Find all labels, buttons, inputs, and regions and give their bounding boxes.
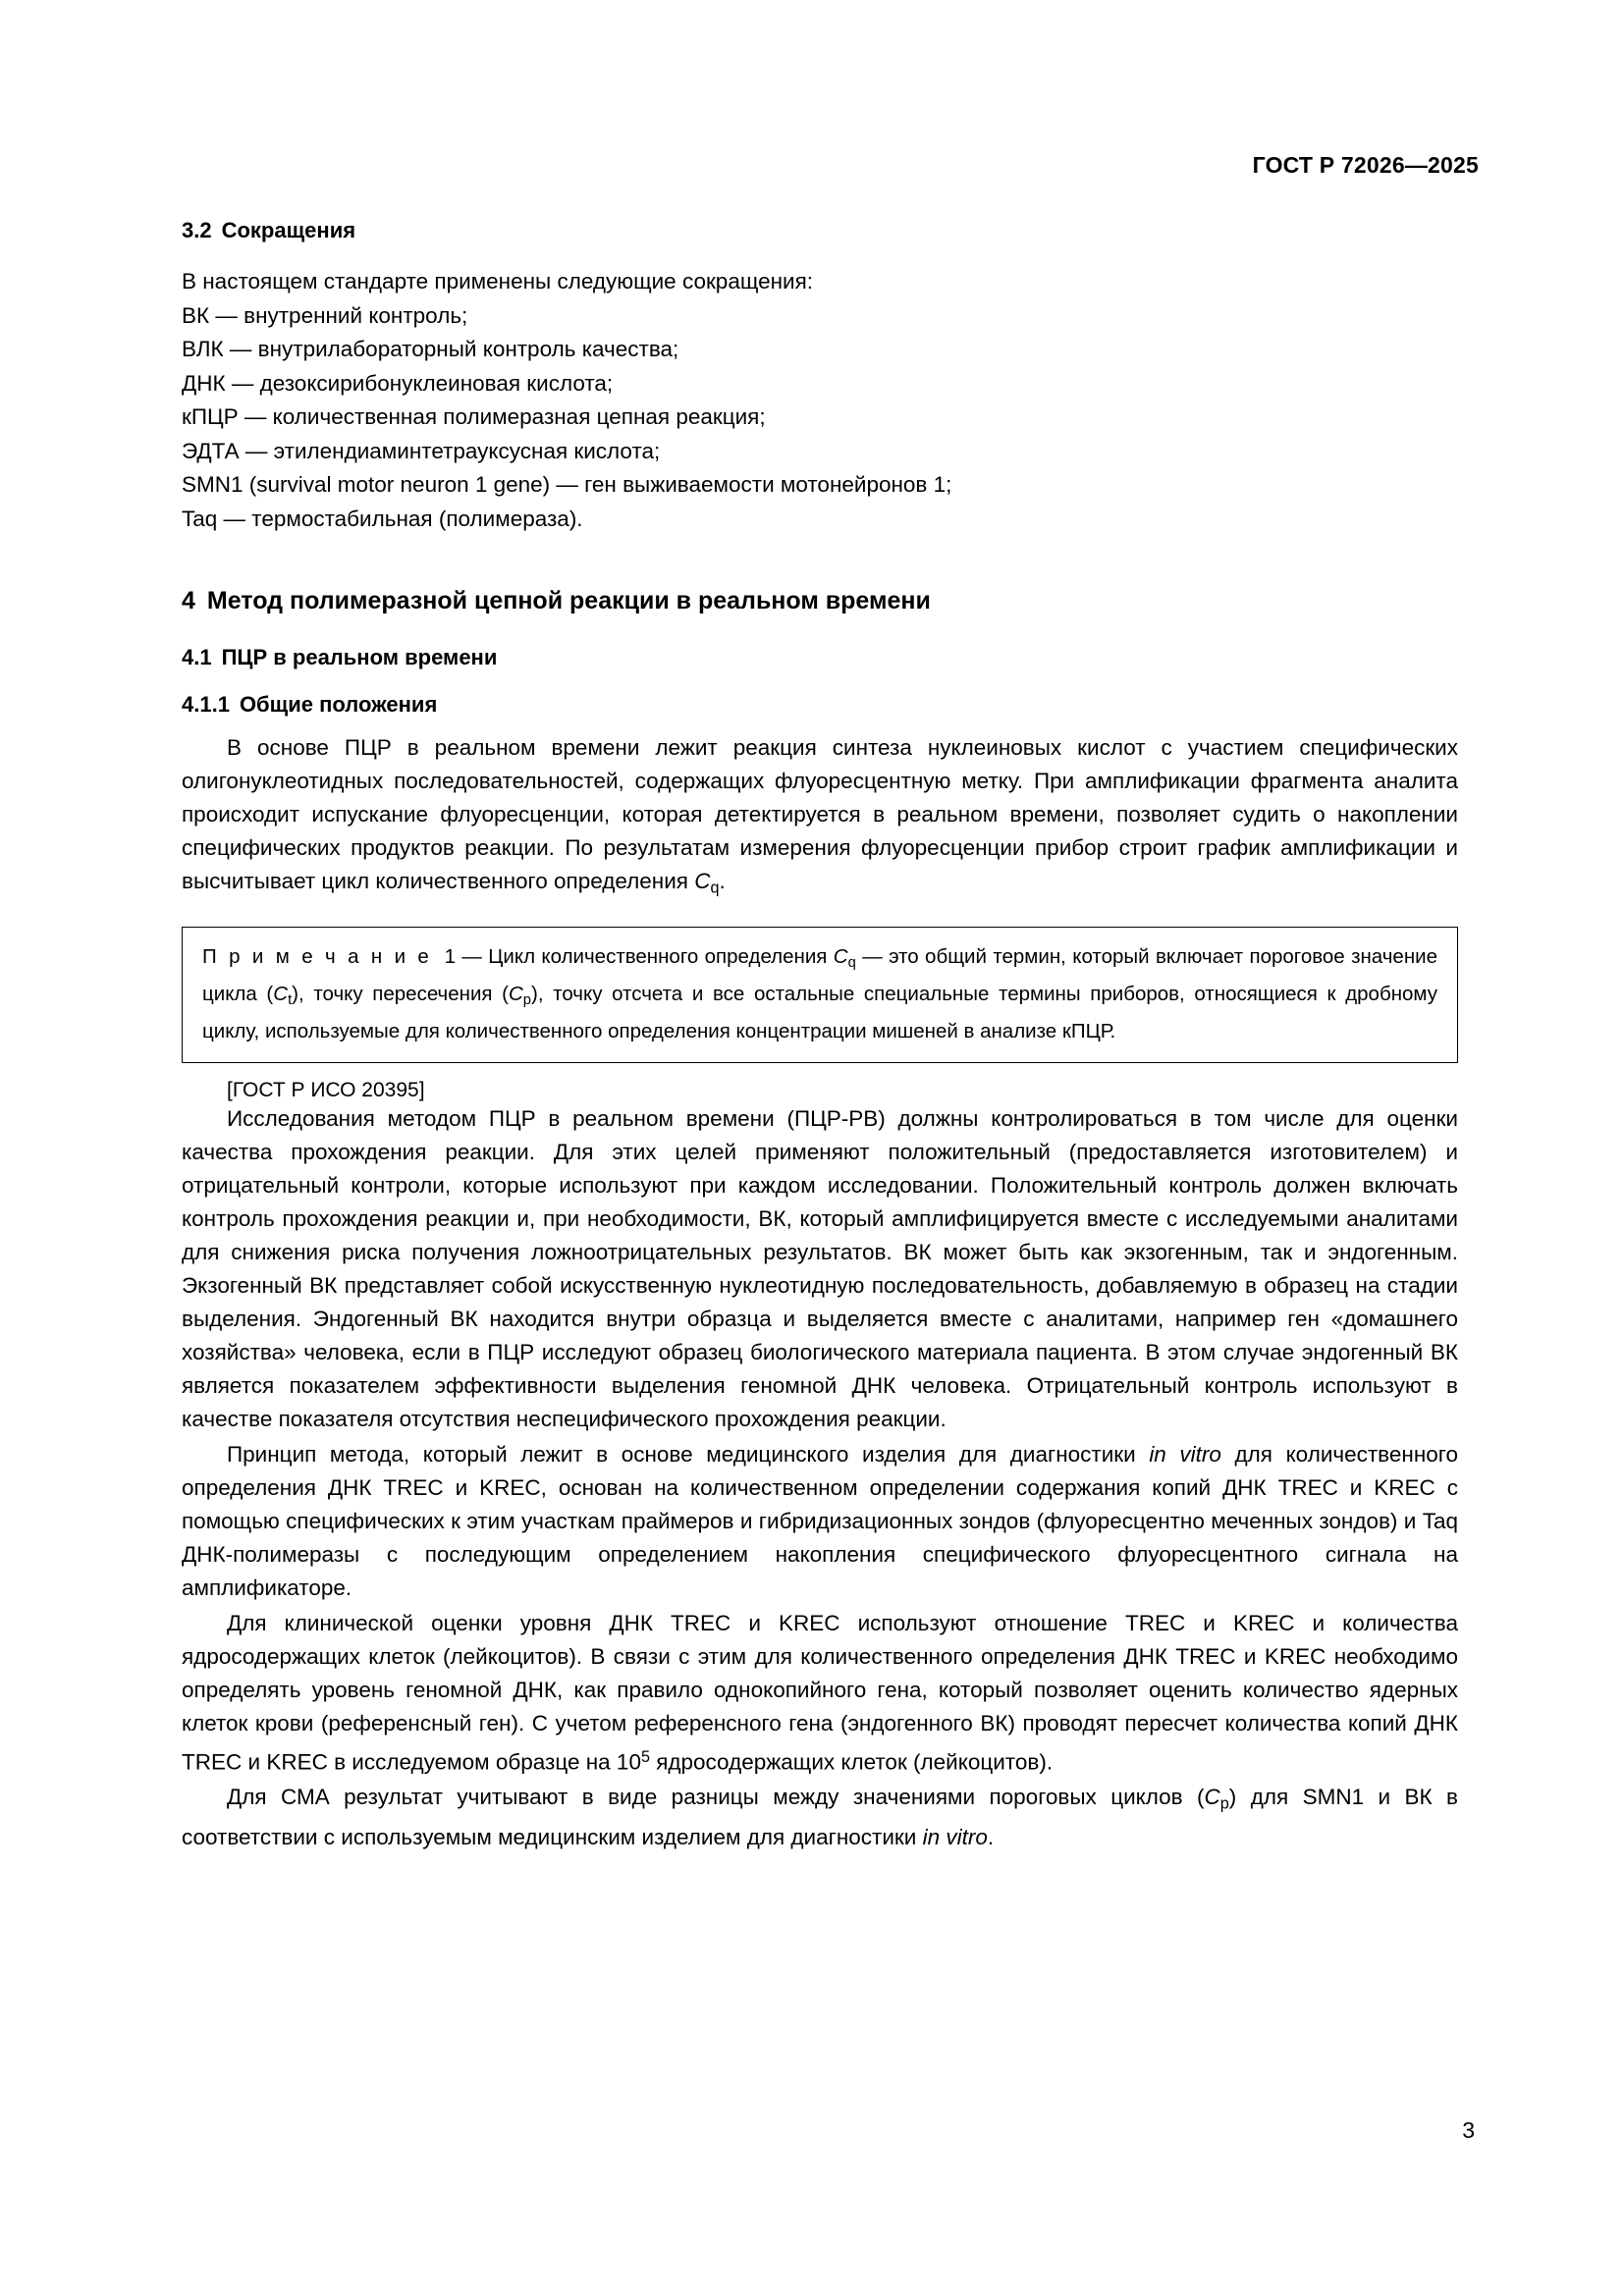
exponent-five: 5 bbox=[640, 1747, 650, 1766]
paragraph-text: Для клинической оценки уровня ДНК TREC и KREC используют отношение TREC и KREC и количества ядросодержащих клеток (лейкоцитов). В связи с этим для количественного определения ДНК TREC и KREC необходимо определять уровень геномной ДНК, как правило однокопийного гена, который позволяет оценить количество ядерных клеток крови (референсный ген). С учетом референсного гена (эндогенного ВК) проводят пересчет количества копий ДНК TREC и KREC в исследуемом образце на 10 bbox=[182, 1610, 1458, 1775]
term-in-vitro: in vitro bbox=[922, 1824, 988, 1849]
section-number: 3.2 bbox=[182, 218, 212, 242]
symbol-ct-subscript: t bbox=[288, 991, 293, 1008]
section-number: 4 bbox=[182, 587, 195, 614]
abbreviation-item: SMN1 (survival motor neuron 1 gene) — ген выживаемости мотонейронов 1; bbox=[182, 472, 952, 497]
note-box bbox=[182, 927, 1458, 1063]
abbreviation-item: ВК — внутренний контроль; bbox=[182, 302, 468, 328]
section-title: ПЦР в реальном времени bbox=[221, 645, 498, 669]
section-number: 4.1 bbox=[182, 645, 212, 669]
symbol-cq-subscript: q bbox=[710, 879, 720, 897]
symbol-ct: C bbox=[273, 982, 289, 1005]
abbreviation-item: ЭДТА — этилендиаминтетрауксусная кислота; bbox=[182, 438, 661, 463]
symbol-cp-subscript: p bbox=[522, 991, 532, 1008]
abbreviation-item: ВЛК — внутрилабораторный контроль качества; bbox=[182, 337, 679, 361]
page-header-standard-number: ГОСТ Р 72026—2025 bbox=[1252, 152, 1479, 178]
abbreviations-intro: В настоящем стандарте применены следующие сокращения: bbox=[182, 269, 814, 294]
note-reference: [ГОСТ Р ИСО 20395] bbox=[227, 1078, 425, 1101]
symbol-cq: C bbox=[833, 944, 848, 968]
symbol-cp-subscript: p bbox=[1219, 1794, 1229, 1813]
paragraph-text-end: ядросодержащих клеток (лейкоцитов). bbox=[649, 1749, 1054, 1775]
page-number: 3 bbox=[1462, 2117, 1475, 2143]
section-heading-4-1-1 bbox=[182, 692, 1458, 718]
abbreviation-item: Taq — термостабильная (полимераза). bbox=[182, 506, 583, 531]
paragraph-text-end: для количественного определения ДНК TREC и KREC, основан на количественном определении содержания копий ДНК TREC и KREC с помощью специфических к этим участкам праймеров и гибридизационных зондов (флуоресцентно меченных зондов) и Taq ДНК-полимеразы с последующим определением накопления специфического флуоресцентного сигнала на амплификаторе. bbox=[182, 1441, 1458, 1600]
note-text-2: — это общий термин, который включает пороговое значение цикла ( bbox=[202, 944, 1437, 1005]
symbol-cp: C bbox=[1204, 1785, 1220, 1810]
abbreviation-item: кПЦР — количественная полимеразная цепная реакция; bbox=[182, 404, 766, 429]
paragraph-text-end: . bbox=[987, 1824, 995, 1849]
symbol-cp: C bbox=[508, 982, 523, 1005]
section-heading-4 bbox=[182, 587, 1458, 615]
paragraph-general-intro bbox=[182, 731, 1458, 905]
note-text-1: — Цикл количественного определения bbox=[456, 944, 834, 968]
section-heading-4-1 bbox=[182, 645, 1458, 670]
paragraph-text-end: . bbox=[719, 869, 726, 893]
note-number: 1 bbox=[444, 944, 456, 968]
paragraph-controls: Исследования методом ПЦР в реальном времени (ПЦР-РВ) должны контролироваться в том числе для оценки качества прохождения реакции. Для этих целей применяют положительный (предоставляется изготовителем) и отрицательный контроли, которые используют при каждом исследовании. Положительный контроль должен включать контроль прохождения реакции и, при необходимости, ВК, который амплифицируется вместе с исследуемыми аналитами для снижения риска получения ложноотрицательных результатов. ВК может быть как экзогенным, так и эндогенным. Экзогенный ВК представляет собой искусственную нуклеотидную последовательность, добавляемую в образец на стадии выделения. Эндогенный ВК находится внутри образца и выделяется вместе с аналитами, например ген «домашнего хозяйства» человека, если в ПЦР исследуют образец биологического материала пациента. В этом случае эндогенный ВК является показателем эффективности выделения геномной ДНК человека. Отрицательный контроль используют в качестве показателя отсутствия неспецифического прохождения реакции. bbox=[182, 1105, 1458, 1431]
paragraph-text: Принцип метода, который лежит в основе медицинского изделия для диагностики bbox=[227, 1441, 1150, 1467]
note-text-4: ), точку отсчета и все остальные специальные термины приборов, относящиеся к дробному циклу, используемые для количественного определения концентрации мишеней в анализе кПЦР. bbox=[202, 982, 1437, 1042]
page-content bbox=[182, 218, 1458, 1856]
paragraph-sma-result bbox=[182, 1781, 1458, 1854]
paragraph-method-principle bbox=[182, 1438, 1458, 1605]
section-heading-3-2 bbox=[182, 218, 1458, 243]
symbol-cq-subscript: q bbox=[847, 954, 856, 971]
note-label: П р и м е ч а н и е bbox=[202, 944, 432, 968]
section-title: Общие положения bbox=[239, 692, 438, 717]
paragraph-clinical-evaluation bbox=[182, 1607, 1458, 1779]
section-number: 4.1.1 bbox=[182, 692, 230, 717]
abbreviations-block bbox=[182, 265, 1458, 536]
paragraph-text: В основе ПЦР в реальном времени лежит реакция синтеза нуклеиновых кислот с участием специфических олигонуклеотидных последовательностей, содержащих флуоресцентную метку. При амплификации фрагмента аналита происходит испускание флуоресценции, которая детектируется в реальном времени, позволяет судить о накоплении специфических продуктов реакции. По результатам измерения флуоресценции прибор строит график амплификации и высчитывает цикл количественного определения bbox=[182, 735, 1458, 893]
paragraph-text-mid: ) для SMN1 и ВК в соответствии с используемым медицинским изделием для диагностики bbox=[182, 1785, 1458, 1849]
abbreviation-item: ДНК — дезоксирибонуклеиновая кислота; bbox=[182, 370, 614, 396]
section-title: Сокращения bbox=[221, 218, 356, 242]
paragraph-text: Для СМА результат учитывают в виде разницы между значениями пороговых циклов ( bbox=[227, 1785, 1205, 1810]
note-text-3: ), точку пересечения ( bbox=[292, 982, 509, 1005]
term-in-vitro: in vitro bbox=[1149, 1441, 1221, 1467]
section-title: Метод полимеразной цепной реакции в реальном времени bbox=[206, 587, 931, 614]
symbol-cq: C bbox=[694, 869, 711, 893]
